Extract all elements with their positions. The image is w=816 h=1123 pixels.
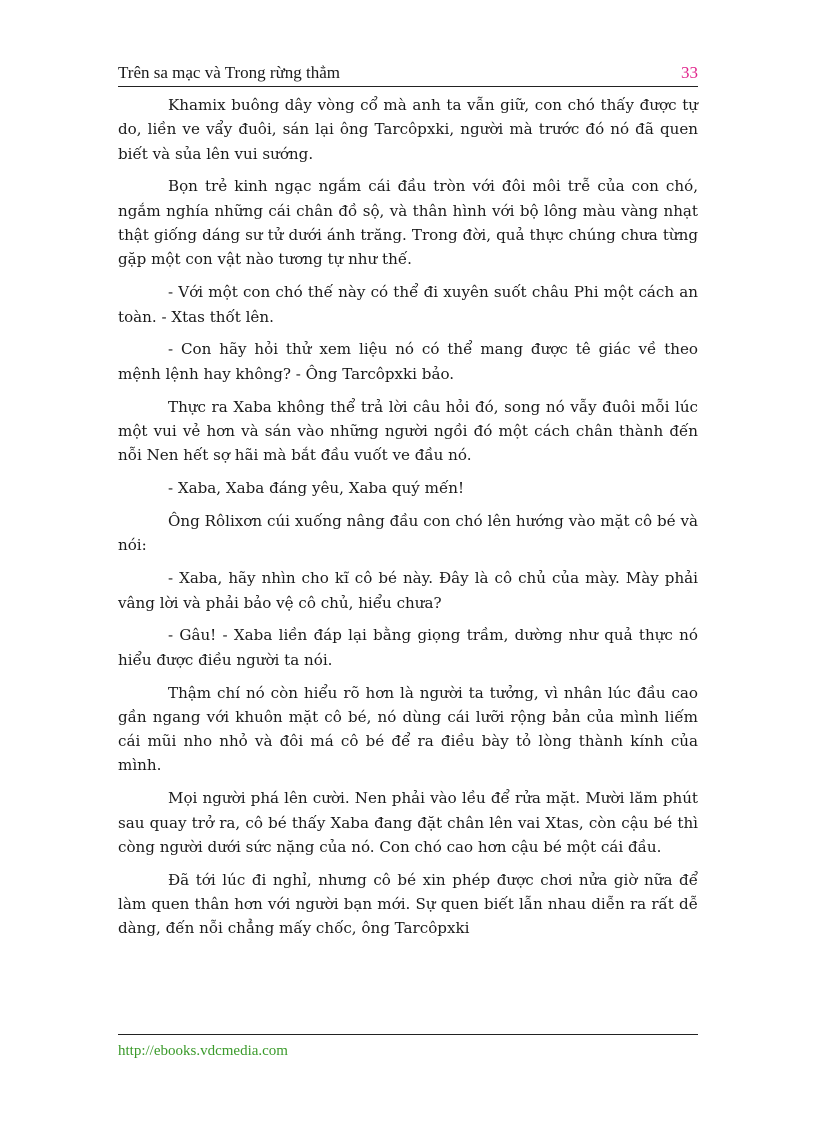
book-title: Trên sa mạc và Trong rừng thẳm	[118, 63, 341, 82]
paragraph: Mọi người phá lên cười. Nen phải vào lều để rửa mặt. Mười lăm phút sau quay trở ra, cô bé thấy Xaba đang đặt chân lên vai Xtas, còn cậu bé thì còng người dưới sức nặng của nó. Con chó cao hơn cậu bé một cái đầu.	[118, 789, 698, 856]
paragraph: - Xaba, hãy nhìn cho kĩ cô bé này. Đây là cô chủ của mày. Mày phải vâng lời và phải bảo vệ cô chủ, hiểu chưa?	[118, 569, 698, 612]
page-body	[118, 93, 698, 949]
footer-link[interactable]: http://ebooks.vdcmedia.com	[118, 1043, 288, 1059]
paragraph: Khamix buông dây vòng cổ mà anh ta vẫn giữ, con chó thấy được tự do, liền ve vẩy đuôi, sán lại ông Tarcôpxki, người mà trước đó nó đã quen biết và sủa lên vui sướng.	[118, 96, 698, 163]
paragraph: Thực ra Xaba không thể trả lời câu hỏi đó, song nó vẫy đuôi mỗi lúc một vui vẻ hơn và sán vào những người ngồi đó một cách chân thành đến nỗi Nen hết sợ hãi mà bắt đầu vuốt ve đầu nó.	[118, 397, 698, 465]
running-header	[118, 62, 698, 87]
paragraph: - Với một con chó thế này có thể đi xuyên suốt châu Phi một cách an toàn. - Xtas thốt lên.	[118, 283, 698, 326]
paragraph: Ông Rôlixơn cúi xuống nâng đầu con chó lên hướng vào mặt cô bé và nói:	[118, 512, 698, 555]
paragraph: Bọn trẻ kinh ngạc ngắm cái đầu tròn với đôi môi trễ của con chó, ngắm nghía những cái chân đồ sộ, và thân hình với bộ lông màu vàng nhạt thật giống dáng sư tử dưới ánh trăng. Trong đời, quả thực chúng chưa từng gặp một con vật nào tương tự như thế.	[118, 177, 698, 269]
paragraph: - Xaba, Xaba đáng yêu, Xaba quý mến!	[168, 479, 465, 498]
paragraph: - Gâu! - Xaba liền đáp lại bằng giọng trầm, dường như quả thực nó hiểu được điều người ta nói.	[118, 626, 698, 669]
paragraph: Đã tới lúc đi nghỉ, nhưng cô bé xin phép được chơi nửa giờ nữa để làm quen thân hơn với người bạn mới. Sự quen biết lẫn nhau diễn ra rất dễ dàng, đến nỗi chẳng mấy chốc, ông Tarcôpxki	[118, 870, 698, 938]
footer-divider	[118, 1034, 698, 1035]
paragraph: - Con hãy hỏi thử xem liệu nó có thể mang được tê giác về theo mệnh lệnh hay không? - Ông Tarcôpxki bảo.	[118, 340, 698, 383]
paragraph: Thậm chí nó còn hiểu rõ hơn là người ta tưởng, vì nhân lúc đầu cao gần ngang với khuôn mặt cô bé, nó dùng cái lưỡi rộng bản của mình liếm cái mũi nho nhỏ và đôi má cô bé để ra điều bày tỏ lòng thành kính của mình.	[118, 683, 698, 775]
page-number: 33	[681, 63, 698, 82]
